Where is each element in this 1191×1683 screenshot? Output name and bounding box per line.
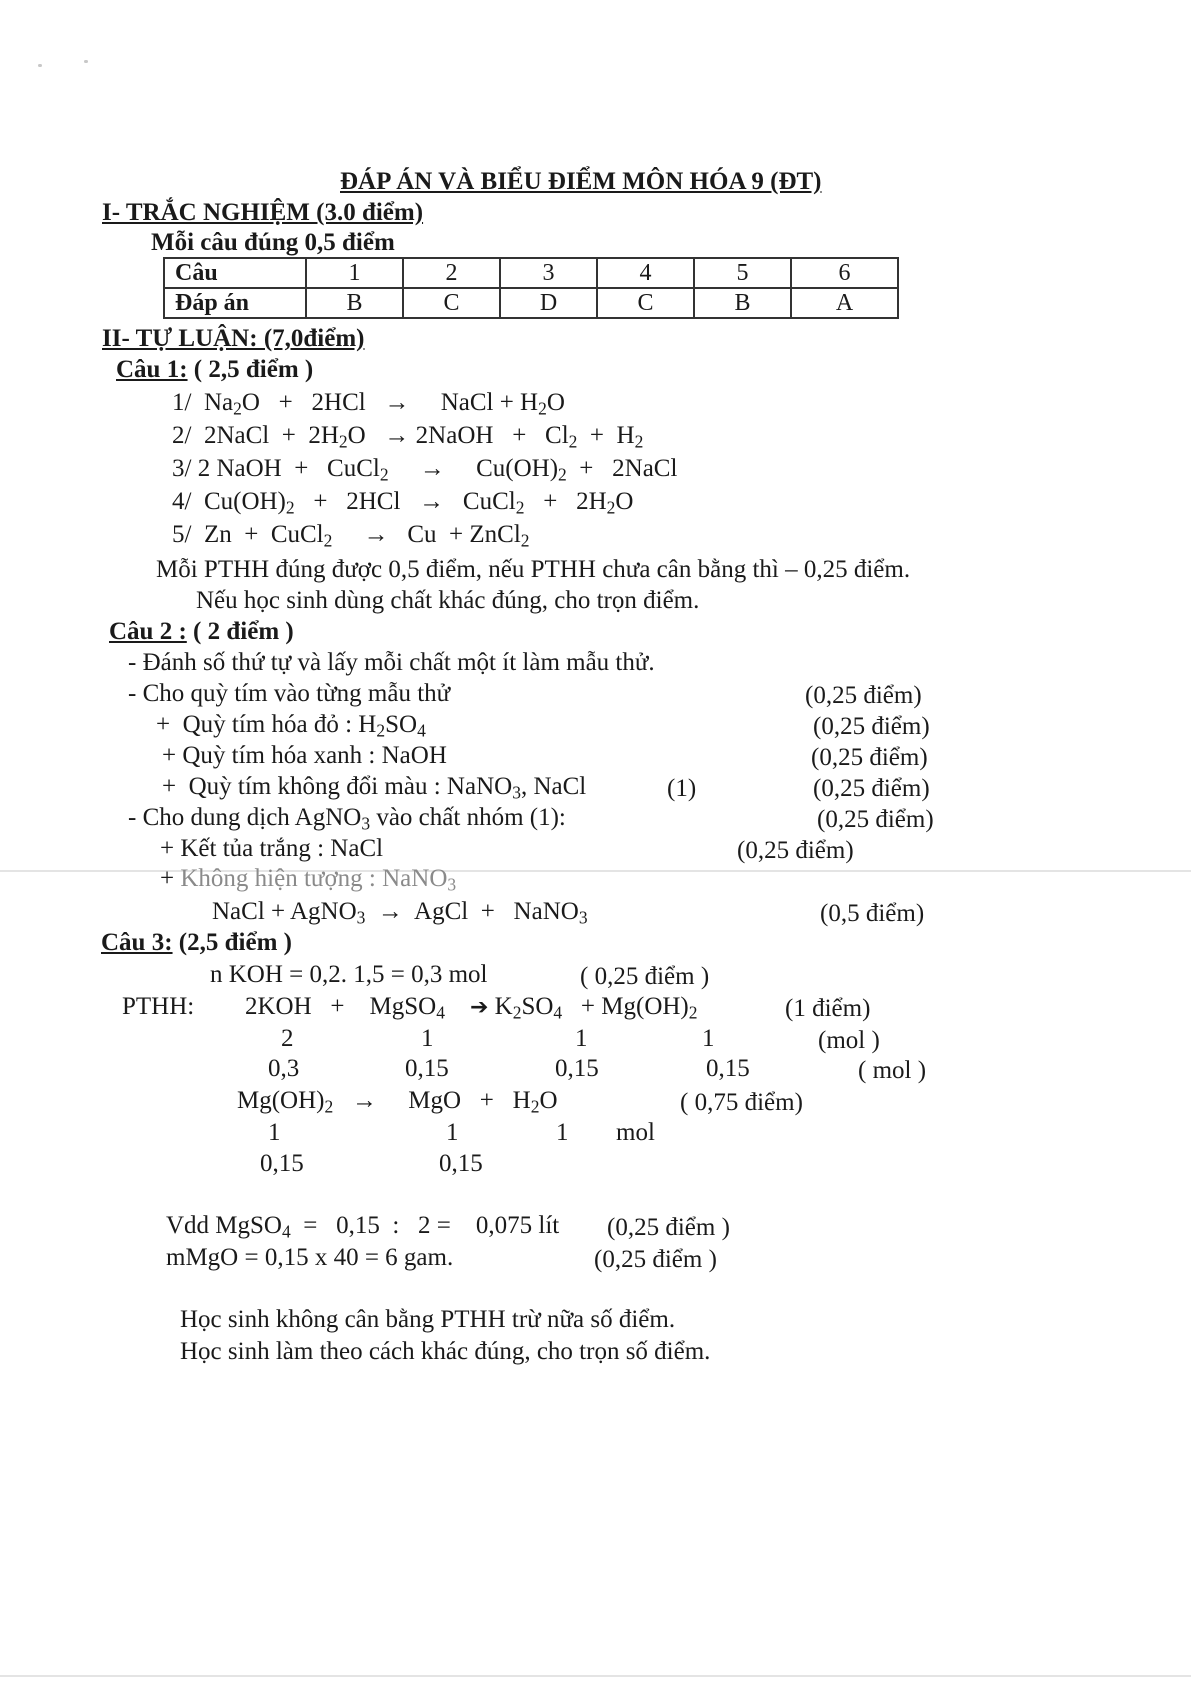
cau2-step-3-score: (0,25 điểm) bbox=[817, 806, 934, 833]
table-row bbox=[164, 258, 898, 288]
final-note-1: Học sinh không cân bằng PTHH trừ nữa số điểm. bbox=[180, 1306, 676, 1333]
cau3-mass-score: (0,25 điểm ) bbox=[594, 1246, 717, 1273]
table-cell: 5 bbox=[694, 258, 791, 288]
cau3-pthh-label: PTHH: bbox=[122, 993, 195, 1020]
cau3-ratio2-mgoh2: 1 bbox=[268, 1119, 281, 1146]
cau1-note-1: Mỗi PTHH đúng được 0,5 điểm, nếu PTHH chưa cân bằng thì – 0,25 điểm. bbox=[156, 556, 911, 583]
cau2-result-1: + Quỳ tím hóa đỏ : $H_2SO_4$ bbox=[156, 711, 426, 741]
table-cell: B bbox=[694, 288, 791, 318]
cau2-step-2-score: (0,25 điểm) bbox=[805, 682, 922, 709]
cau2-result-5: + Không hiện tượng : NaNO$_3$ bbox=[160, 865, 457, 895]
table-cell: 4 bbox=[597, 258, 694, 288]
cau3-volume-score: (0,25 điểm ) bbox=[607, 1214, 730, 1241]
table-cell: C bbox=[403, 288, 500, 318]
table-cell: 2 bbox=[403, 258, 500, 288]
cau3-ratio1-koh: 2 bbox=[281, 1025, 294, 1052]
cau2-points: ( 2 điểm ) bbox=[193, 618, 294, 645]
cau3-moles2-mgo: 0,15 bbox=[439, 1150, 483, 1177]
cau2-step-2: - Cho quỳ tím vào từng mẫu thử bbox=[128, 680, 451, 707]
table-header-cell: Đáp án bbox=[164, 288, 306, 318]
scan-speck bbox=[38, 64, 42, 67]
cau1-note-2: Nếu học sinh dùng chất khác đúng, cho trọn điểm. bbox=[196, 587, 700, 614]
cau3-ratio2-h2o: 1 bbox=[556, 1119, 569, 1146]
cau2-equation: NaCl + AgNO$_3$ → AgCl + NaNO$_3$ bbox=[212, 898, 588, 928]
final-note-2: Học sinh làm theo cách khác đúng, cho trọn số điểm. bbox=[180, 1338, 711, 1365]
part2-heading: II- TỰ LUẬN: (7,0điểm) bbox=[102, 325, 365, 352]
cau2-result-1-score: (0,25 điểm) bbox=[813, 713, 930, 740]
cau3-moles1-k2so4: 0,15 bbox=[555, 1055, 599, 1082]
cau2-step-3: - Cho dung dịch AgNO$_3$ vào chất nhóm (1): bbox=[128, 804, 566, 834]
cau3-moles1-unit: ( mol ) bbox=[858, 1057, 927, 1084]
cau1-title bbox=[116, 357, 313, 382]
cau3-equation-2-score: ( 0,75 điểm) bbox=[680, 1089, 803, 1116]
cau3-ratio1-mgso4: 1 bbox=[421, 1025, 434, 1052]
cau3-moles1-mgso4: 0,15 bbox=[405, 1055, 449, 1082]
cau1-equation-4: 4/ $Cu(OH)_2 + 2HCl$ → CuCl$_2$ + $2H_2O$ bbox=[172, 488, 634, 518]
table-cell: D bbox=[500, 288, 597, 318]
table-cell: 3 bbox=[500, 258, 597, 288]
cau2-step-1: - Đánh số thứ tự và lấy mỗi chất một ít làm mẫu thử. bbox=[128, 649, 655, 676]
table-cell: B bbox=[306, 288, 403, 318]
cau2-title bbox=[109, 619, 294, 644]
cau3-ratio2-mgo: 1 bbox=[446, 1119, 459, 1146]
cau3-mass: mMgO = 0,15 x 40 = 6 gam. bbox=[166, 1244, 454, 1271]
table-cell: A bbox=[791, 288, 898, 318]
cau3-ratio1-k2so4: 1 bbox=[575, 1025, 588, 1052]
cau3-n-koh: n KOH = 0,2. 1,5 = 0,3 mol bbox=[210, 961, 488, 988]
table-row bbox=[164, 288, 898, 318]
scan-speck bbox=[84, 60, 88, 63]
cau3-title bbox=[101, 930, 292, 955]
cau2-equation-score: (0,5 điểm) bbox=[820, 900, 925, 927]
cau1-equation-5: 5/ Zn + CuCl$_2$ → Cu + ZnCl$_2$ bbox=[172, 521, 530, 551]
scan-artifact-line bbox=[0, 1675, 1191, 1677]
cau1-equation-3: 3/ 2 NaOH + CuCl$_2$ → $Cu(OH)_2$ + 2NaCl bbox=[172, 455, 678, 485]
cau3-ratio1-mgoh2: 1 bbox=[702, 1025, 715, 1052]
cau1-equation-2: 2/ 2NaCl + $2H_2O$ → 2NaOH + $Cl_2 + H_2$ bbox=[172, 422, 644, 452]
cau2-result-2-score: (0,25 điểm) bbox=[811, 744, 928, 771]
cau2-result-3: + Quỳ tím không đổi màu : NaNO$_3$, NaCl bbox=[162, 773, 587, 803]
cau3-moles2-mgoh2: 0,15 bbox=[260, 1150, 304, 1177]
cau2-result-2: + Quỳ tím hóa xanh : NaOH bbox=[162, 742, 447, 769]
cau3-equation-1-score: (1 điểm) bbox=[785, 995, 871, 1022]
cau3-equation-1: 2KOH + MgSO$_4$ ➔ $K_2SO_4 + Mg(OH)_2$ bbox=[245, 993, 698, 1023]
cau3-volume: Vdd MgSO$_4$ = 0,15 : 2 = 0,075 lít bbox=[166, 1212, 560, 1242]
cau3-moles1-mgoh2: 0,15 bbox=[706, 1055, 750, 1082]
cau2-result-4: + Kết tủa trắng : NaCl bbox=[160, 835, 384, 862]
cau3-ratio2-unit: mol bbox=[616, 1119, 655, 1146]
table-cell: 6 bbox=[791, 258, 898, 288]
cau1-heading: Câu 1: bbox=[116, 356, 188, 383]
cau3-moles1-koh: 0,3 bbox=[268, 1055, 300, 1082]
cau2-result-3-score: (0,25 điểm) bbox=[813, 775, 930, 802]
table-cell: C bbox=[597, 288, 694, 318]
answer-table bbox=[163, 257, 899, 319]
cau2-result-3-group: (1) bbox=[667, 775, 697, 802]
part1-heading: I- TRẮC NGHIỆM (3.0 điểm) bbox=[102, 199, 424, 226]
cau3-ratio1-unit: (mol ) bbox=[818, 1027, 880, 1054]
cau1-points: ( 2,5 điểm ) bbox=[193, 356, 314, 383]
table-cell: 1 bbox=[306, 258, 403, 288]
cau1-equation-1: 1/ $Na_2O + 2HCl$ → NaCl + $H_2O$ bbox=[172, 389, 565, 419]
table-header-cell: Câu bbox=[164, 258, 306, 288]
cau2-heading: Câu 2 : bbox=[109, 618, 187, 645]
cau2-result-4-score: (0,25 điểm) bbox=[737, 837, 854, 864]
cau3-equation-2: $Mg(OH)_2$ → MgO + $H_2O$ bbox=[237, 1087, 558, 1117]
page-title: ĐÁP ÁN VÀ BIỂU ĐIỂM MÔN HÓA 9 (ĐT) bbox=[340, 168, 822, 195]
cau3-n-score: ( 0,25 điểm ) bbox=[580, 963, 710, 990]
part1-note: Mỗi câu đúng 0,5 điểm bbox=[151, 229, 395, 256]
cau3-points: (2,5 điểm ) bbox=[178, 929, 292, 956]
cau3-heading: Câu 3: bbox=[101, 929, 173, 956]
